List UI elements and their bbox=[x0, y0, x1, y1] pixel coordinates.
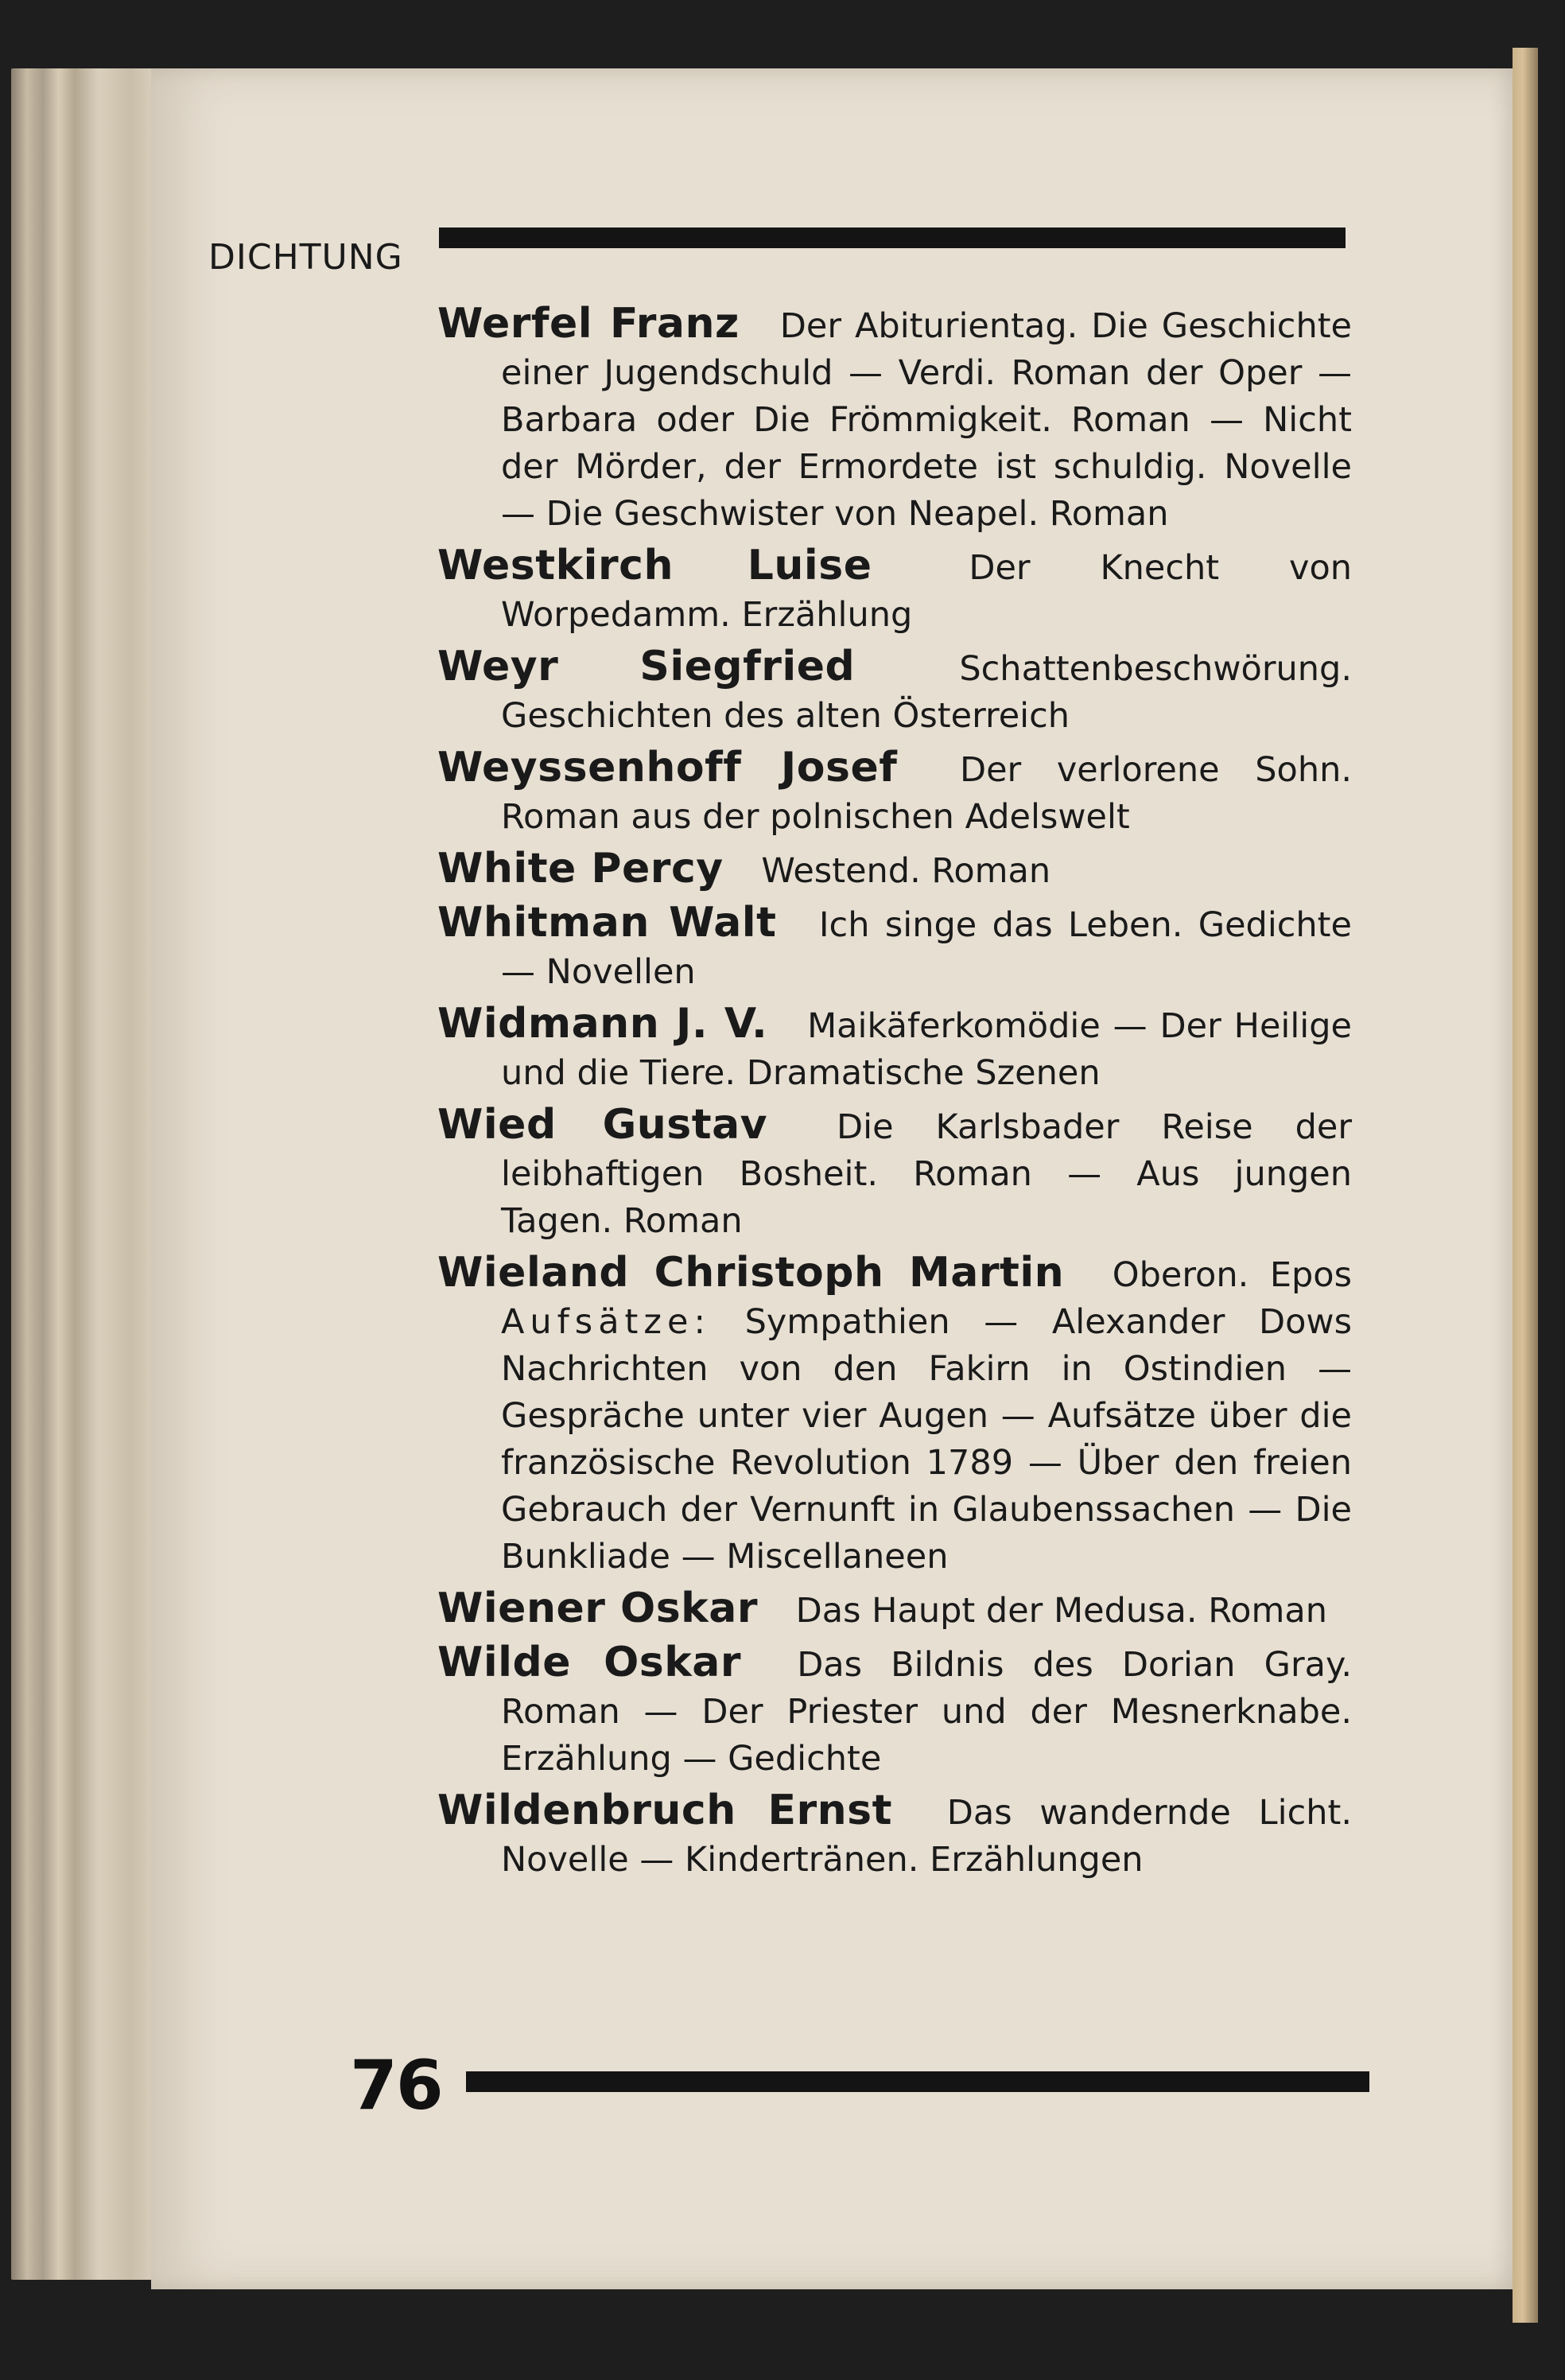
catalog-entry bbox=[437, 1250, 1352, 1581]
entry-author: Weyr Siegfried bbox=[437, 643, 856, 690]
book-cover-edge bbox=[1513, 48, 1538, 2323]
catalog-entry bbox=[437, 745, 1352, 841]
entry-text: Der Knecht von Worpedamm. Erzählung bbox=[501, 548, 1353, 635]
entry-text: Das wandernde Licht. Novelle — Kindertränen. Erzählungen bbox=[501, 1793, 1352, 1880]
entry-author: Weyssenhoff Josef bbox=[437, 744, 898, 791]
catalog-entry bbox=[437, 1585, 1352, 1635]
entry-author: White Percy bbox=[437, 845, 724, 892]
entry-author: Wied Gustav bbox=[437, 1101, 768, 1149]
entry-text: Das Bildnis des Dorian Gray. Roman — Der Priester und der Mesnerknabe. Erzählung — Gedichte bbox=[501, 1645, 1353, 1779]
entry-author: Werfel Franz bbox=[437, 300, 740, 348]
entry-text: Der verlorene Sohn. Roman aus der polnischen Adelswelt bbox=[501, 750, 1353, 837]
page-edges bbox=[11, 68, 170, 2280]
entry-author: Wildenbruch Ernst bbox=[437, 1787, 892, 1834]
catalog-entry bbox=[437, 846, 1352, 895]
catalog-entry bbox=[437, 301, 1352, 538]
catalog-entry bbox=[437, 1102, 1352, 1245]
entry-text: Der Abiturientag. Die Geschichte einer Jugendschuld — Verdi. Roman der Oper — Barbara oder Die Frömmigkeit. Roman — Nicht der Mörder, der Ermordete ist schuldig. Novelle — Die Geschwister von Neapel. Roman bbox=[501, 306, 1353, 534]
entry-author: Wieland Christoph Martin bbox=[437, 1249, 1065, 1297]
footer-rule bbox=[466, 2071, 1369, 2092]
entry-author: Wilde Oskar bbox=[437, 1639, 742, 1686]
entry-text: Sympathien — Alexander Dows Nachrichten von den Fakirn in Ostindien — Gespräche unter vier Augen — Aufsätze über die französische Revolution 1789 — Über den freien Gebrauch der Vernunft in Glaubenssachen — Die Bunkliade — Miscellaneen bbox=[501, 1302, 1352, 1577]
catalog-entry bbox=[437, 1787, 1352, 1884]
catalog-entry bbox=[437, 542, 1352, 639]
entry-author: Widmann J. V. bbox=[437, 1000, 768, 1048]
entry-text: Ich singe das Leben. Gedichte — Novellen bbox=[501, 905, 1352, 992]
entry-section-label: Aufsätze: bbox=[501, 1302, 711, 1342]
header-rule bbox=[439, 228, 1346, 248]
entry-author: Whitman Walt bbox=[437, 899, 777, 947]
entry-author: Westkirch Luise bbox=[437, 542, 872, 589]
catalog-entries bbox=[437, 301, 1352, 1888]
catalog-entry bbox=[437, 644, 1352, 740]
entry-text: Oberon. Epos bbox=[1112, 1255, 1352, 1295]
entry-text: Schattenbeschwörung. Geschichten des alten Österreich bbox=[501, 649, 1353, 736]
catalog-entry bbox=[437, 1639, 1352, 1783]
entry-text: Die Karlsbader Reise der leibhaftigen Bosheit. Roman — Aus jungen Tagen. Roman bbox=[501, 1107, 1352, 1241]
entry-author: Wiener Oskar bbox=[437, 1585, 758, 1632]
page-number: 76 bbox=[350, 2046, 442, 2125]
catalog-entry bbox=[437, 900, 1352, 996]
entry-text: Westend. Roman bbox=[761, 851, 1051, 891]
entry-text: Das Haupt der Medusa. Roman bbox=[795, 1591, 1327, 1631]
entry-text: Maikäferkomödie — Der Heilige und die Tiere. Dramatische Szenen bbox=[501, 1006, 1352, 1093]
section-title: DICHTUNG bbox=[208, 237, 403, 278]
catalog-entry bbox=[437, 1001, 1352, 1097]
